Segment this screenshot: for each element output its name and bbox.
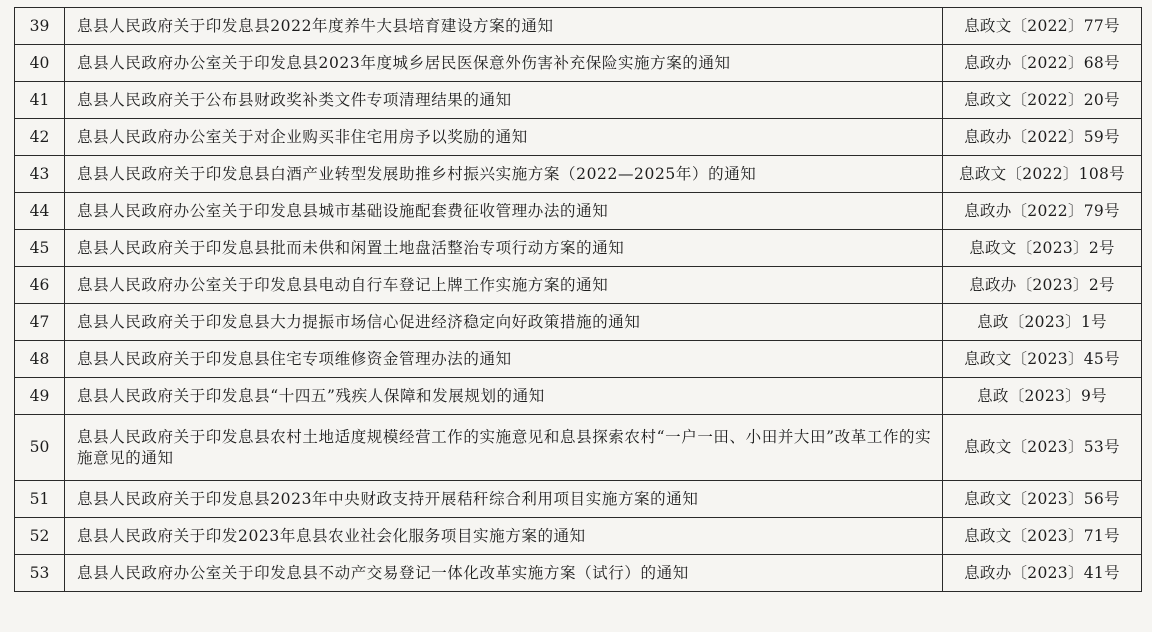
document-title: 息县人民政府关于印发息县白酒产业转型发展助推乡村振兴实施方案（2022—2025年）的通知 [65, 156, 943, 193]
row-number: 46 [15, 267, 65, 304]
row-number: 48 [15, 341, 65, 378]
document-number: 息政文〔2023〕45号 [943, 341, 1142, 378]
row-number: 49 [15, 378, 65, 415]
document-title: 息县人民政府关于印发息县农村土地适度规模经营工作的实施意见和息县探索农村“一户一田、小田并大田”改革工作的实施意见的通知 [65, 415, 943, 481]
row-number: 40 [15, 45, 65, 82]
document-title: 息县人民政府关于印发息县大力提振市场信心促进经济稳定向好政策措施的通知 [65, 304, 943, 341]
table-row [15, 341, 1142, 378]
document-title: 息县人民政府办公室关于对企业购买非住宅用房予以奖励的通知 [65, 119, 943, 156]
table-row [15, 156, 1142, 193]
row-number: 47 [15, 304, 65, 341]
document-number: 息政办〔2023〕41号 [943, 555, 1142, 592]
row-number: 42 [15, 119, 65, 156]
row-number: 52 [15, 518, 65, 555]
document-title: 息县人民政府关于印发2023年息县农业社会化服务项目实施方案的通知 [65, 518, 943, 555]
document-number: 息政文〔2023〕2号 [943, 230, 1142, 267]
document-number: 息政文〔2023〕53号 [943, 415, 1142, 481]
document-number: 息政〔2023〕9号 [943, 378, 1142, 415]
document-number: 息政文〔2023〕56号 [943, 481, 1142, 518]
document-title: 息县人民政府关于印发息县批而未供和闲置土地盘活整治专项行动方案的通知 [65, 230, 943, 267]
table-row [15, 45, 1142, 82]
document-title: 息县人民政府办公室关于印发息县城市基础设施配套费征收管理办法的通知 [65, 193, 943, 230]
document-number: 息政办〔2023〕2号 [943, 267, 1142, 304]
document-title: 息县人民政府关于印发息县2022年度养牛大县培育建设方案的通知 [65, 8, 943, 45]
row-number: 43 [15, 156, 65, 193]
document-title: 息县人民政府关于印发息县2023年中央财政支持开展秸秆综合利用项目实施方案的通知 [65, 481, 943, 518]
document-number: 息政文〔2022〕20号 [943, 82, 1142, 119]
document-number: 息政文〔2023〕71号 [943, 518, 1142, 555]
document-number: 息政文〔2022〕77号 [943, 8, 1142, 45]
table-row [15, 8, 1142, 45]
row-number: 50 [15, 415, 65, 481]
document-title: 息县人民政府办公室关于印发息县不动产交易登记一体化改革实施方案（试行）的通知 [65, 555, 943, 592]
row-number: 39 [15, 8, 65, 45]
document-number: 息政办〔2022〕79号 [943, 193, 1142, 230]
table-row [15, 518, 1142, 555]
table-row [15, 267, 1142, 304]
row-number: 44 [15, 193, 65, 230]
table-row [15, 193, 1142, 230]
row-number: 45 [15, 230, 65, 267]
document-number: 息政办〔2022〕68号 [943, 45, 1142, 82]
table-row [15, 481, 1142, 518]
row-number: 51 [15, 481, 65, 518]
table-row [15, 555, 1142, 592]
table-row [15, 82, 1142, 119]
document-title: 息县人民政府办公室关于印发息县2023年度城乡居民医保意外伤害补充保险实施方案的通知 [65, 45, 943, 82]
document-title: 息县人民政府关于公布县财政奖补类文件专项清理结果的通知 [65, 82, 943, 119]
row-number: 41 [15, 82, 65, 119]
table-row [15, 304, 1142, 341]
row-number: 53 [15, 555, 65, 592]
document-title: 息县人民政府关于印发息县住宅专项维修资金管理办法的通知 [65, 341, 943, 378]
table-row [15, 378, 1142, 415]
document-title: 息县人民政府办公室关于印发息县电动自行车登记上牌工作实施方案的通知 [65, 267, 943, 304]
table-row [15, 119, 1142, 156]
table-row [15, 230, 1142, 267]
document-number: 息政办〔2022〕59号 [943, 119, 1142, 156]
table-row [15, 415, 1142, 481]
document-list-table [14, 7, 1142, 592]
document-title: 息县人民政府关于印发息县“十四五”残疾人保障和发展规划的通知 [65, 378, 943, 415]
document-number: 息政文〔2022〕108号 [943, 156, 1142, 193]
document-number: 息政〔2023〕1号 [943, 304, 1142, 341]
